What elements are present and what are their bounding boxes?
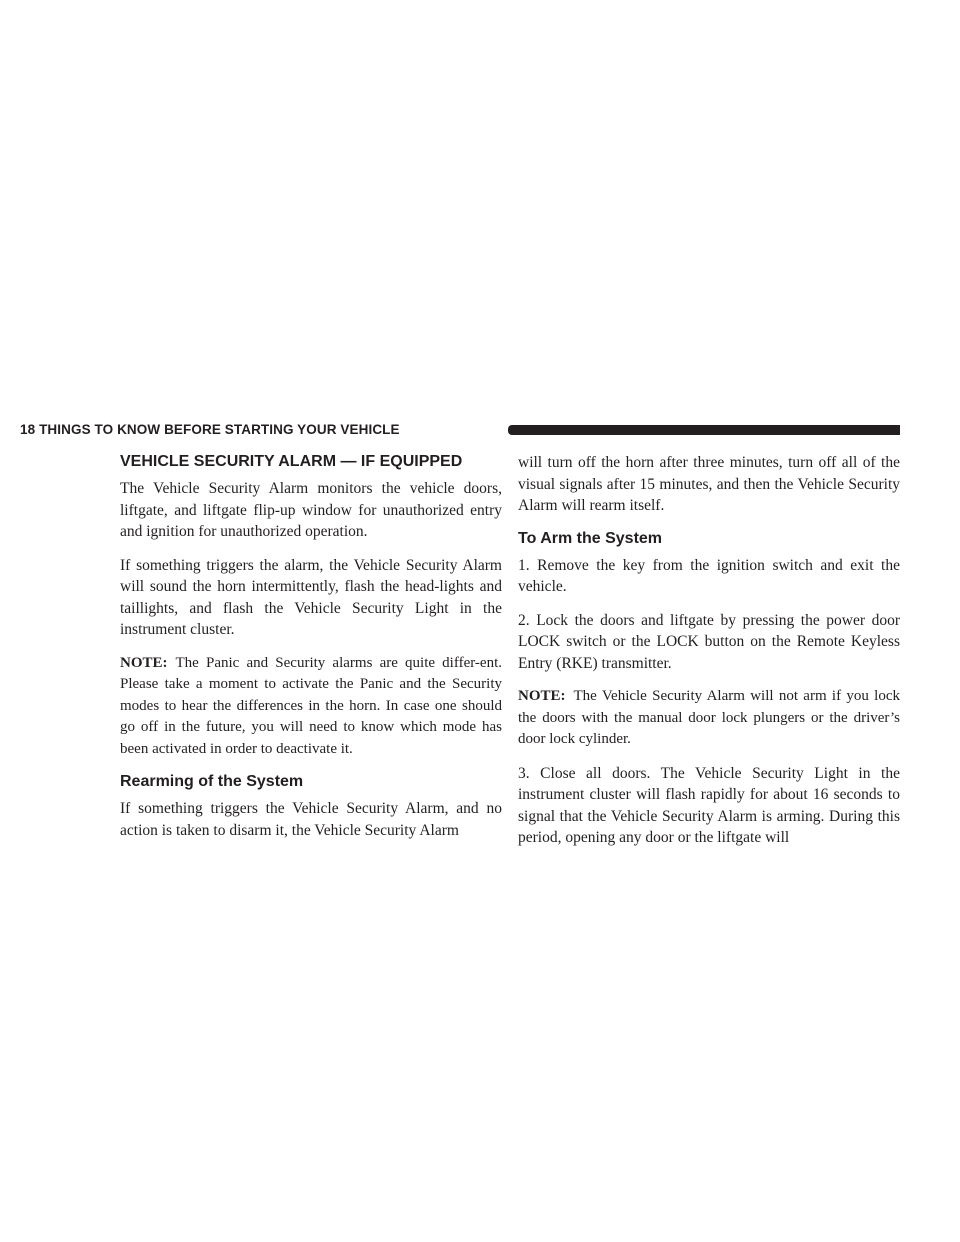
- subsection-title-rearming: Rearming of the System: [120, 773, 304, 790]
- note-text: The Panic and Security alarms are quite differ-ent. Please take a moment to activate the Panic and the Security modes to hear the differences in the horn. In case one should go off in the future, you will need to know which mode has been activated in order to deactivate it.: [120, 654, 502, 757]
- paragraph-monitors: The Vehicle Security Alarm monitors the vehicle doors, liftgate, and liftgate flip-up window for unauthorized entry and ignition for unauthorized operation.: [120, 480, 502, 540]
- step-3: 3. Close all doors. The Vehicle Security Light in the instrument cluster will flash rapidly for about 16 seconds to signal that the Vehicle Security Alarm is arming. During this period, opening any door or the liftgate will: [518, 764, 900, 846]
- note-label: NOTE:: [120, 654, 168, 671]
- page-number-and-chapter: 18 THINGS TO KNOW BEFORE STARTING YOUR VEHICLE: [20, 422, 400, 437]
- subsection-title-arm: To Arm the System: [518, 529, 663, 547]
- step-1: 1. Remove the key from the ignition switch and exit the vehicle.: [518, 556, 900, 595]
- paragraph-rearming-continued: will turn off the horn after three minutes, turn off all of the visual signals after 15 minutes, and then the Vehicle Security Alarm will rearm itself.: [518, 454, 900, 514]
- section-title: VEHICLE SECURITY ALARM — IF EQUIPPED: [120, 453, 463, 470]
- left-column: [120, 452, 502, 853]
- page-header: [20, 421, 900, 441]
- right-column: [518, 452, 900, 861]
- header-rule-bar: [508, 425, 900, 435]
- note-manual-lock: [518, 686, 900, 751]
- paragraph-rearming: If something triggers the Vehicle Security Alarm, and no action is taken to disarm it, the Vehicle Security Alarm: [120, 800, 502, 839]
- step-2: 2. Lock the doors and liftgate by pressing the power door LOCK switch or the LOCK button on the Remote Keyless Entry (RKE) transmitter.: [518, 611, 900, 672]
- note-text: The Vehicle Security Alarm will not arm if you lock the doors with the manual door lock plungers or the driver’s door lock cylinder.: [518, 688, 900, 747]
- note-label: NOTE:: [518, 688, 566, 704]
- note-panic-security: [120, 653, 502, 761]
- paragraph-triggers: If something triggers the alarm, the Vehicle Security Alarm will sound the horn intermittently, flash the head-lights and taillights, and flash the Vehicle Security Light in the instrument cluster.: [120, 556, 502, 638]
